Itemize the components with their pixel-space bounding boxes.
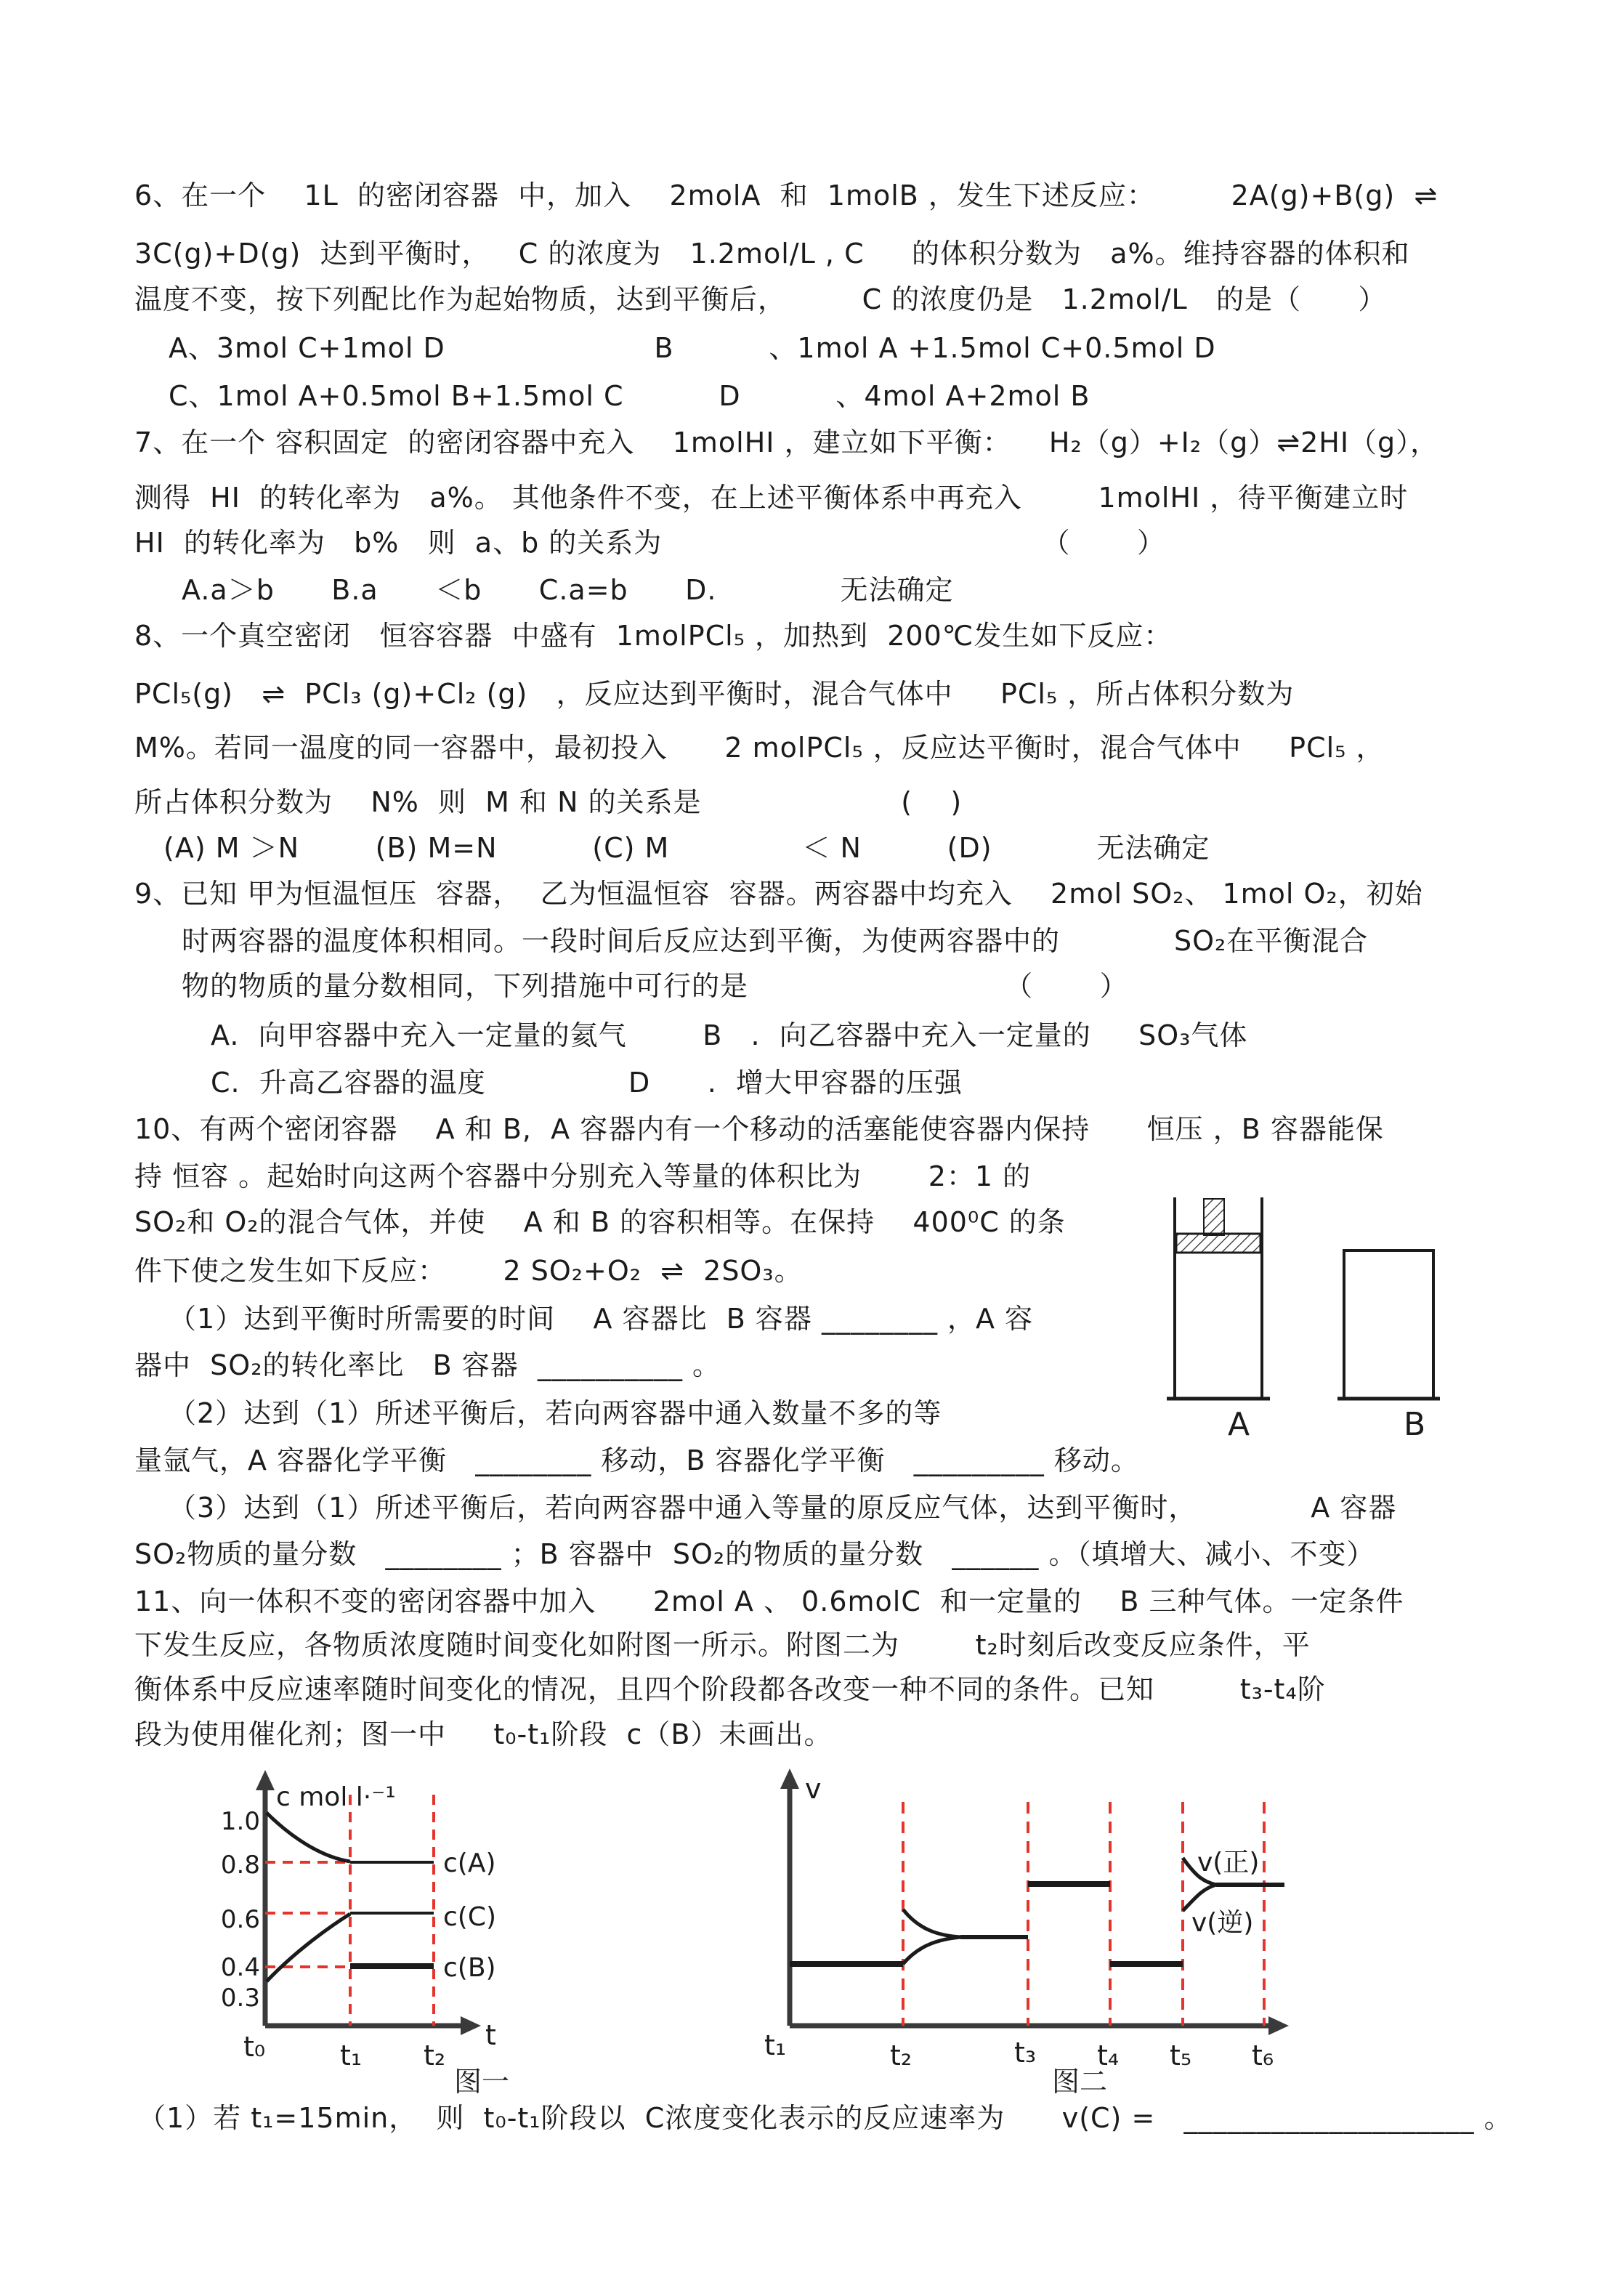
q9-line-2: 时两容器的温度体积相同。一段时间后反应达到平衡，为使两容器中的 SO₂在平衡混合	[182, 925, 1369, 957]
fig1-xtick-t1: t₁	[340, 2040, 363, 2071]
fig2-curve-reverse-t5	[1183, 1885, 1216, 1911]
fig2-xtick-t1: t₁	[764, 2029, 787, 2061]
piston-rod	[1204, 1199, 1224, 1235]
q6-line-1: 6、在一个 1L 的密闭容器 中，加入 2molA 和 1molB ，发生下述反应： 2A(g)+B(g) ⇌	[134, 179, 1438, 211]
fig1-ytick-0.8: 0.8	[220, 1851, 260, 1880]
fig1-y-arrow	[256, 1770, 275, 1790]
container-a	[1167, 1197, 1270, 1399]
fig1-ytick-1.0: 1.0	[220, 1807, 260, 1836]
figure1-concentration-chart	[203, 1766, 523, 2107]
fig1-label-cC: c(C)	[443, 1902, 497, 1932]
q11-sub1-line: （1）若 t₁=15min， 则 t₀-t₁阶段以 C浓度变化表示的反应速率为 v(C) = ____________________ 。	[138, 2102, 1513, 2134]
container-diagram	[1148, 1141, 1526, 1453]
q10-equation-line: 件下使之发生如下反应： 2 SO₂+O₂ ⇌ 2SO₃。	[134, 1255, 803, 1287]
fig2-y-label: v	[805, 1773, 822, 1805]
q10-sub1-line-2: 器中 SO₂的转化率比 B 容器 __________ 。	[134, 1349, 721, 1381]
fig2-y-arrow	[780, 1769, 799, 1789]
q11-line-3: 衡体系中反应速率随时间变化的情况，且四个阶段都各改变一种不同的条件。已知 t₃-t₄阶	[134, 1673, 1326, 1705]
fig2-xtick-t2: t₂	[890, 2040, 912, 2071]
fig1-ytick-0.4: 0.4	[220, 1953, 260, 1982]
fig2-caption: 图二	[1052, 2066, 1108, 2098]
fig1-x-arrow	[461, 2016, 481, 2035]
q7-line-2: 测得 HI 的转化率为 a%。 其他条件不变，在上述平衡体系中再充入 1molHI ，待平衡建立时	[134, 482, 1409, 514]
q11-line-4: 段为使用催化剂；图一中 t₀-t₁阶段 c（B）未画出。	[134, 1718, 833, 1750]
container-b	[1337, 1250, 1440, 1399]
fig1-y-label: c mol l·⁻¹	[276, 1782, 396, 1812]
q9-options-cd: C. 升高乙容器的温度 D . 增大甲容器的压强	[211, 1067, 963, 1099]
container-b-label: B	[1404, 1406, 1426, 1443]
q8-line-1: 8、一个真空密闭 恒容容器 中盛有 1molPCl₅ ，加热到 200℃发生如下反应：	[134, 620, 1173, 652]
fig1-curve-cA	[267, 1813, 350, 1862]
q9-line-1: 9、已知 甲为恒温恒压 容器， 乙为恒温恒容 容器。两容器中均充入 2mol SO₂、 1mol O₂，初始	[134, 878, 1423, 910]
q8-line-3: M%。若同一温度的同一容器中，最初投入 2 molPCl₅ ，反应达平衡时，混合气体中 PCl₅ ，	[134, 732, 1385, 764]
q10-sub3-line-1: （3）达到（1）所述平衡后，若向两容器中通入等量的原反应气体，达到平衡时， A 容器	[169, 1492, 1397, 1524]
fig1-ytick-0.6: 0.6	[220, 1905, 260, 1934]
fig2-curve-reverse-t2	[903, 1937, 960, 1964]
q8-options: (A) M ＞N (B) M=N (C) M ＜ N (D) 无法确定	[163, 832, 1210, 864]
q6-line-2: 3C(g)+D(g) 达到平衡时， C 的浓度为 1.2mol/L , C 的体积分数为 a%。维持容器的体积和	[134, 238, 1410, 270]
fig2-curve-forward-t2	[903, 1909, 960, 1937]
fig2-xtick-t4: t₄	[1097, 2040, 1120, 2071]
q11-line-2: 下发生反应，各物质浓度随时间变化如附图一所示。附图二为 t₂时刻后改变反应条件，平	[134, 1629, 1311, 1661]
fig1-label-cA: c(A)	[443, 1848, 496, 1878]
q9-line-3: 物的物质的量分数相同，下列措施中可行的是 （ ）	[182, 970, 1128, 1002]
q10-line-1: 10、有两个密闭容器 A 和 B, A 容器内有一个移动的活塞能使容器内保持 恒压 ，B 容器能保	[134, 1113, 1384, 1145]
q10-sub1-line-1: （1）达到平衡时所需要的时间 A 容器比 B 容器 ________ ，A 容	[169, 1303, 1034, 1335]
container-a-label: A	[1228, 1406, 1250, 1443]
fig2-xtick-t5: t₅	[1170, 2040, 1192, 2071]
fig2-x-arrow	[1268, 2016, 1289, 2035]
piston-plate	[1176, 1234, 1260, 1253]
fig2-label-forward: v(正)	[1197, 1848, 1260, 1877]
q8-line-4: 所占体积分数为 N% 则 M 和 N 的关系是 ( )	[134, 786, 963, 818]
q10-sub2-line-1: （2）达到（1）所述平衡后，若向两容器中通入数量不多的等	[169, 1397, 942, 1429]
q7-line-3: HI 的转化率为 b% 则 a、b 的关系为 （ ）	[134, 527, 1166, 559]
fig1-ytick-0.3: 0.3	[220, 1984, 260, 2013]
q8-equation-line: PCl₅(g) ⇌ PCl₃ (g)+Cl₂ (g) ，反应达到平衡时，混合气体中 PCl₅ ，所占体积分数为	[134, 678, 1295, 710]
q7-options: A.a＞b B.a ＜b C.a=b D. 无法确定	[182, 574, 954, 606]
q11-line-1: 11、向一体积不变的密闭容器中加入 2mol A 、 0.6molC 和一定量的 B 三种气体。一定条件	[134, 1585, 1404, 1617]
fig1-caption: 图一	[454, 2066, 510, 2098]
fig2-xtick-t6: t₆	[1252, 2040, 1274, 2071]
q10-sub3-line-2: SO₂物质的量分数 ________ ；B 容器中 SO₂的物质的量分数 ______ 。（填增大、减小、不变）	[134, 1538, 1375, 1570]
figure2-rate-chart	[756, 1766, 1308, 2107]
q9-options-ab: A. 向甲容器中充入一定量的氦气 B . 向乙容器中充入一定量的 SO₃气体	[211, 1019, 1248, 1051]
q10-line-2: 持 恒容 。起始时向这两个容器中分别充入等量的体积比为 2：1 的	[134, 1160, 1032, 1192]
q10-sub2-line-2: 量氩气，A 容器化学平衡 ________ 移动，B 容器化学平衡 _________ 移动。	[134, 1444, 1139, 1476]
q7-line-1: 7、在一个 容积固定 的密闭容器中充入 1molHI ，建立如下平衡： H₂（g）+I₂（g）⇌2HI（g），	[134, 427, 1439, 458]
fig1-x-label: t	[485, 2019, 496, 2051]
fig2-xtick-t3: t₃	[1014, 2037, 1037, 2069]
fig1-xtick-t2: t₂	[424, 2040, 446, 2071]
fig2-label-reverse: v(逆)	[1191, 1908, 1254, 1938]
fig1-curve-cC	[267, 1914, 350, 1981]
q10-line-3: SO₂和 O₂的混合气体，并使 A 和 B 的容积相等。在保持 400⁰C 的条	[134, 1206, 1066, 1238]
fig1-label-cB: c(B)	[443, 1953, 496, 1983]
fig1-dashed-guides	[265, 1795, 434, 2026]
q6-options-ab: A、3mol C+1mol D B 、1mol A +1.5mol C+0.5mol D	[169, 332, 1216, 364]
q6-line-3: 温度不变，按下列配比作为起始物质，达到平衡后， C 的浓度仍是 1.2mol/L 的是（ ）	[134, 283, 1387, 315]
fig1-xtick-t0: t₀	[243, 2031, 266, 2063]
q6-options-cd: C、1mol A+0.5mol B+1.5mol C D 、4mol A+2mol B	[169, 380, 1090, 412]
